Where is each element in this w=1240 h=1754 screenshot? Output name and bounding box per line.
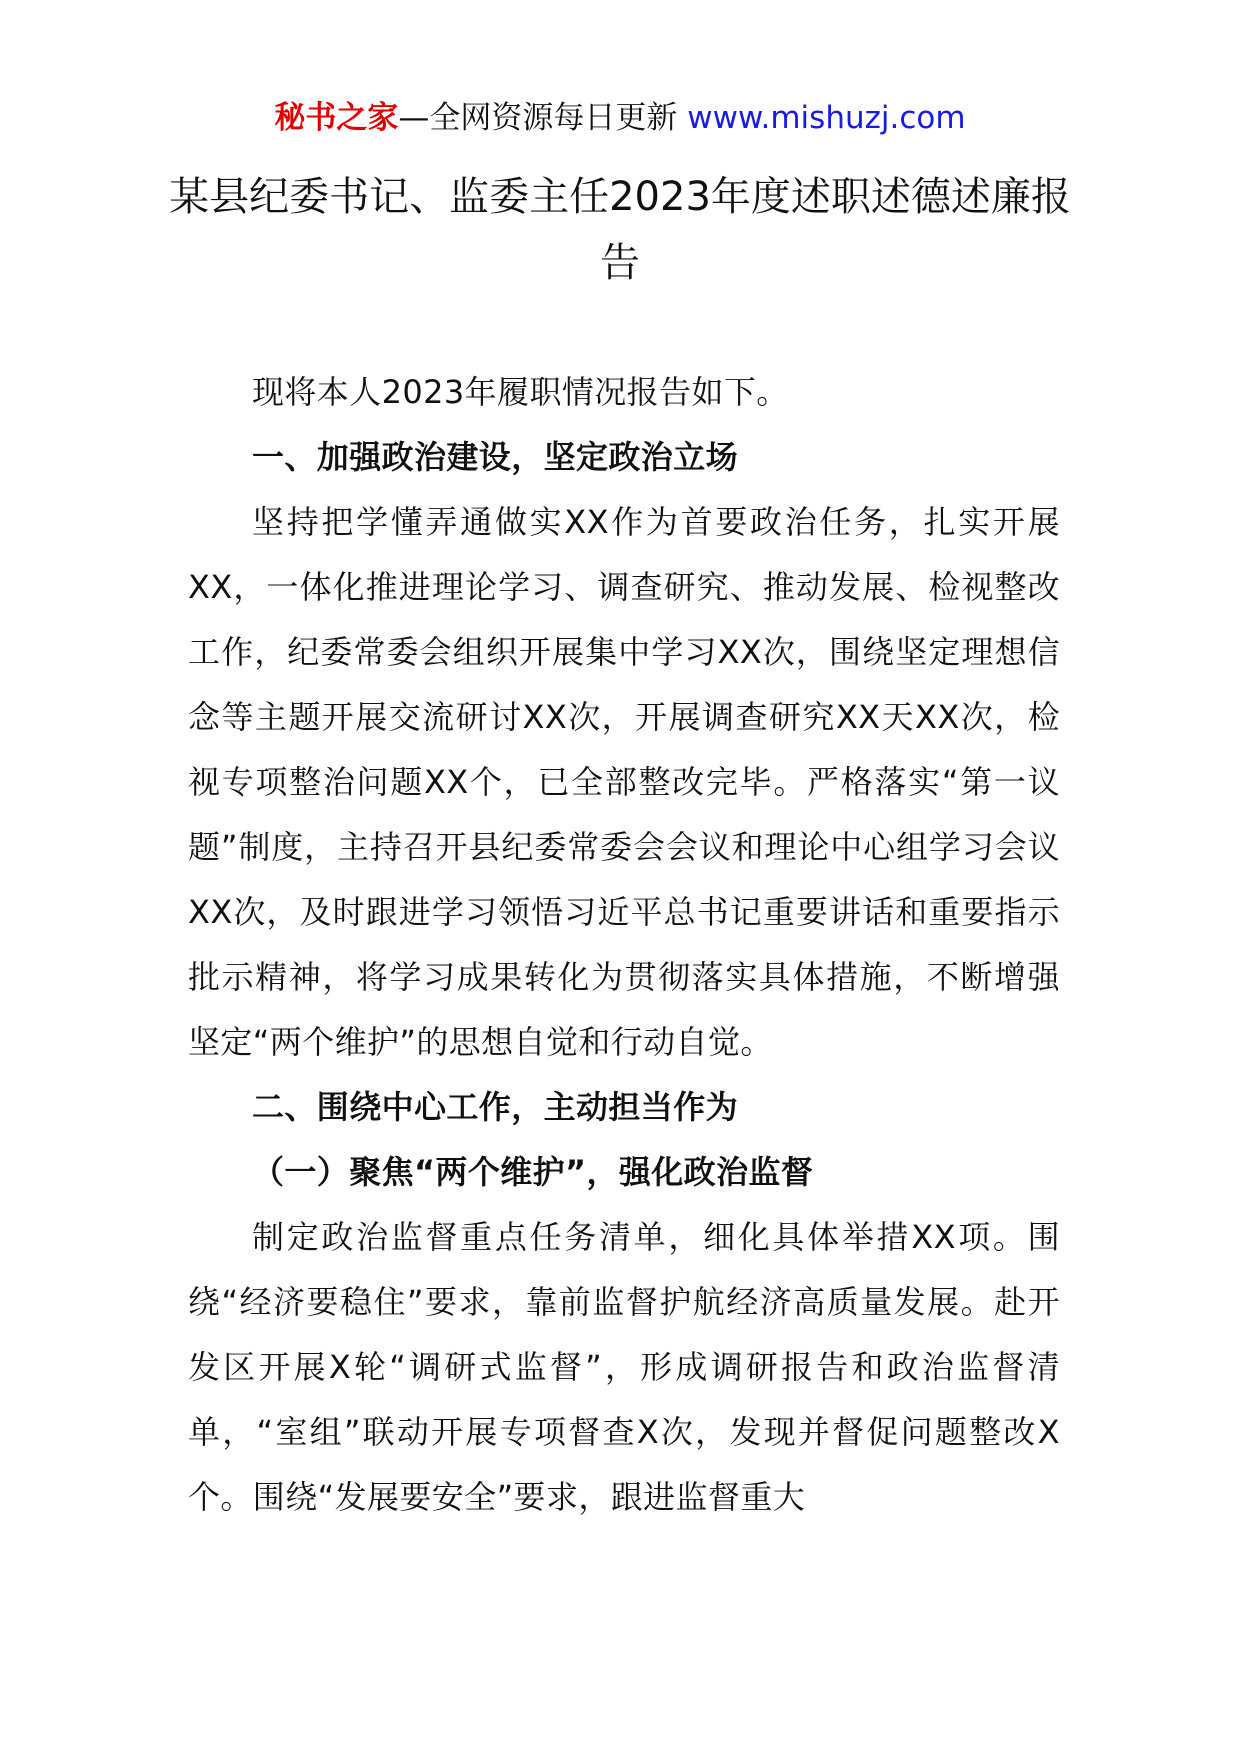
section-1-paragraph: 坚持把学懂弄通做实XX作为首要政治任务，扎实开展XX，一体化推进理论学习、调查研究、推动发展、检视整改工作，纪委常委会组织开展集中学习XX次，围绕坚定理想信念等主题开展交流研讨XX次，开展调查研究XX天XX次，检视专项整治问题XX个，已全部整改完毕。严格落实“第一议题”制度，主持召开县纪委常委会会议和理论中心组学习会议XX次，及时跟进学习领悟习近平总书记重要讲话和重要指示批示精神，将学习成果转化为贯彻落实具体措施，不断增强坚定“两个维护”的思想自觉和行动自觉。 bbox=[188, 503, 1060, 1061]
section-2-sub-1-paragraph: 制定政治监督重点任务清单，细化具体举措XX项。围绕“经济要稳住”要求，靠前监督护航经济高质量发展。赴开发区开展X轮“调研式监督”，形成调研报告和政治监督清单，“室组”联动开展专项督查X次，发现并督促问题整改X个。围绕“发展要安全”要求，跟进监督重大 bbox=[188, 1218, 1060, 1516]
intro-paragraph: 现将本人2023年履职情况报告如下。 bbox=[252, 373, 789, 411]
site-banner bbox=[0, 98, 1240, 138]
section-2-subheading-1: （一）聚焦“两个维护”，强化政治监督 bbox=[252, 1153, 814, 1191]
site-url-link[interactable]: www.mishuzj.com bbox=[687, 100, 966, 136]
document-title: 某县纪委书记、监委主任2023年度述职述德述廉报告 bbox=[169, 174, 1071, 286]
brand-name: 秘书之家 bbox=[274, 100, 399, 136]
document-body bbox=[188, 360, 1060, 1530]
section-1-heading: 一、加强政治建设，坚定政治立场 bbox=[252, 438, 739, 476]
banner-tagline: —全网资源每日更新 bbox=[398, 100, 688, 136]
section-2-heading: 二、围绕中心工作，主动担当作为 bbox=[252, 1088, 739, 1126]
